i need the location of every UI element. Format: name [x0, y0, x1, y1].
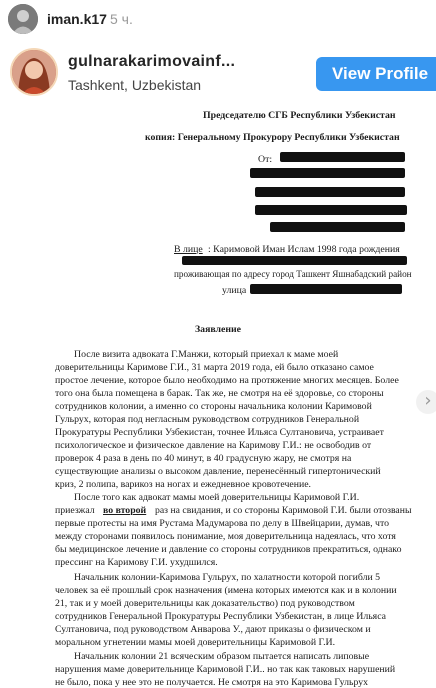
doc-line: После того как адвокат мамы моей доверительницы Каримовой Г.И. [74, 492, 360, 503]
doc-title: Заявление [195, 324, 242, 335]
doc-line: человек за её прошлый срок назначения (имена которых имеются как и в колонии [55, 585, 397, 596]
document-image [0, 102, 436, 688]
doc-line: 21, так и у моей доверительницы как доказательство) под руководством [55, 598, 355, 609]
story-timestamp: 5 ч. [110, 11, 133, 27]
doc-line: не было, пока у нее это не получается. Не смотря на это Каримова Гульрух [55, 677, 369, 688]
doc-in-person-text: : Каримовой Иман Ислам 1998 года рождения [208, 244, 400, 255]
doc-line: Султановича, под руководством Анварова У., дают приказы о физическом и [55, 624, 371, 635]
doc-line: первые протесты на имя Рустама Мадумарова по делу в Швейцарии, думав, что [55, 518, 390, 529]
doc-line: После визита адвоката Г.Манжи, который приехал к маме моей [74, 349, 339, 360]
doc-line: Начальник колонии-Каримова Гульрух, по халатности которой погибли 5 [74, 572, 381, 583]
doc-line: проверок 4 раза в день по 40 минут, в 40 градусную жару, не смотря на [55, 453, 352, 464]
doc-line: психологическое и физическое давление на Каримову Г.И.: не освободив от [55, 440, 372, 451]
post-username[interactable]: gulnarakarimovainf... [68, 53, 236, 70]
redaction-bar [255, 205, 407, 215]
doc-line: бы медицинское лечение и давление со стороны сотрудников прекратиться, однако [55, 544, 402, 555]
doc-in-person-label: В лице [174, 244, 203, 255]
doc-line: нарушения маме доверительнице Каримовой Г.И.. но так как таковых нарушений [55, 664, 396, 675]
doc-line: доверительницы Каримове Г.И., 31 марта 2019 года, ей было отказано самое [55, 362, 374, 373]
doc-line: простое лечение, которое было необходимо на протяжение многих месяцев. Более [55, 375, 399, 386]
story-avatar[interactable] [8, 4, 38, 34]
doc-line: моральном угнетении мамы моей доверительницы Каримовой Г.И. [55, 637, 336, 648]
doc-address-line: проживающая по адресу город Ташкент Яшнабадский район [174, 269, 412, 280]
post-avatar[interactable] [10, 48, 58, 96]
profile-avatar-icon [8, 4, 38, 34]
doc-line: существующие анализы о высоком давление, перенесённый гипертонический [55, 466, 381, 477]
doc-line: сотрудников колонии, а именно со стороны начальника колонии Каримовой [55, 401, 372, 412]
doc-line: раз на свидания, и со стороны Каримовой Г.И. были отозваны [155, 505, 412, 516]
redaction-bar [182, 256, 407, 265]
redaction-bar [250, 284, 402, 294]
redaction-bar [280, 152, 405, 162]
doc-line: Прокуратуры Республики Узбекистан, точнее Ильяса Султановича, устраивает [55, 427, 384, 438]
doc-line: приезжал [55, 505, 95, 516]
doc-from-label: От: [258, 154, 273, 165]
doc-line: прессинг на Каримову Г.И. ухудшился. [55, 557, 218, 568]
doc-line: того она была помещена в барак. Так же, не смотря на её здоровье, со стороны [55, 388, 384, 399]
doc-address-street: улица [222, 285, 247, 296]
redaction-bar [255, 187, 405, 197]
doc-line-emphasis: во второй [103, 505, 147, 516]
person-avatar-icon [12, 50, 56, 94]
doc-line: Гульрух, которая под негласным руководством сотрудников Генеральной [55, 414, 360, 425]
doc-to-line: Председателю СГБ Республики Узбекистан [203, 110, 396, 121]
doc-line: сотрудников Генеральной Прокуратуры Республики Узбекистан, в лице Ильяса [55, 611, 387, 622]
story-username[interactable]: iman.k17 [47, 11, 107, 27]
doc-copy-line: копия: Генеральному Прокурору Республики Узбекистан [145, 132, 400, 143]
redaction-bar [250, 168, 405, 178]
doc-line: между сторонами появилось понимание, моя доверительница надеялась, что хотя [55, 531, 396, 542]
chevron-right-icon[interactable]: › [416, 390, 436, 414]
doc-line: Начальник колонии 21 всяческим образом пытается написать липовые [74, 651, 370, 662]
post-location[interactable]: Tashkent, Uzbekistan [68, 77, 202, 93]
doc-line: криз, 2 полипа, варикоз на ногах и ежедневное кровотечение. [55, 479, 312, 490]
redaction-bar [270, 222, 405, 232]
story-header [0, 0, 436, 40]
view-profile-button[interactable]: View Profile [316, 57, 436, 91]
